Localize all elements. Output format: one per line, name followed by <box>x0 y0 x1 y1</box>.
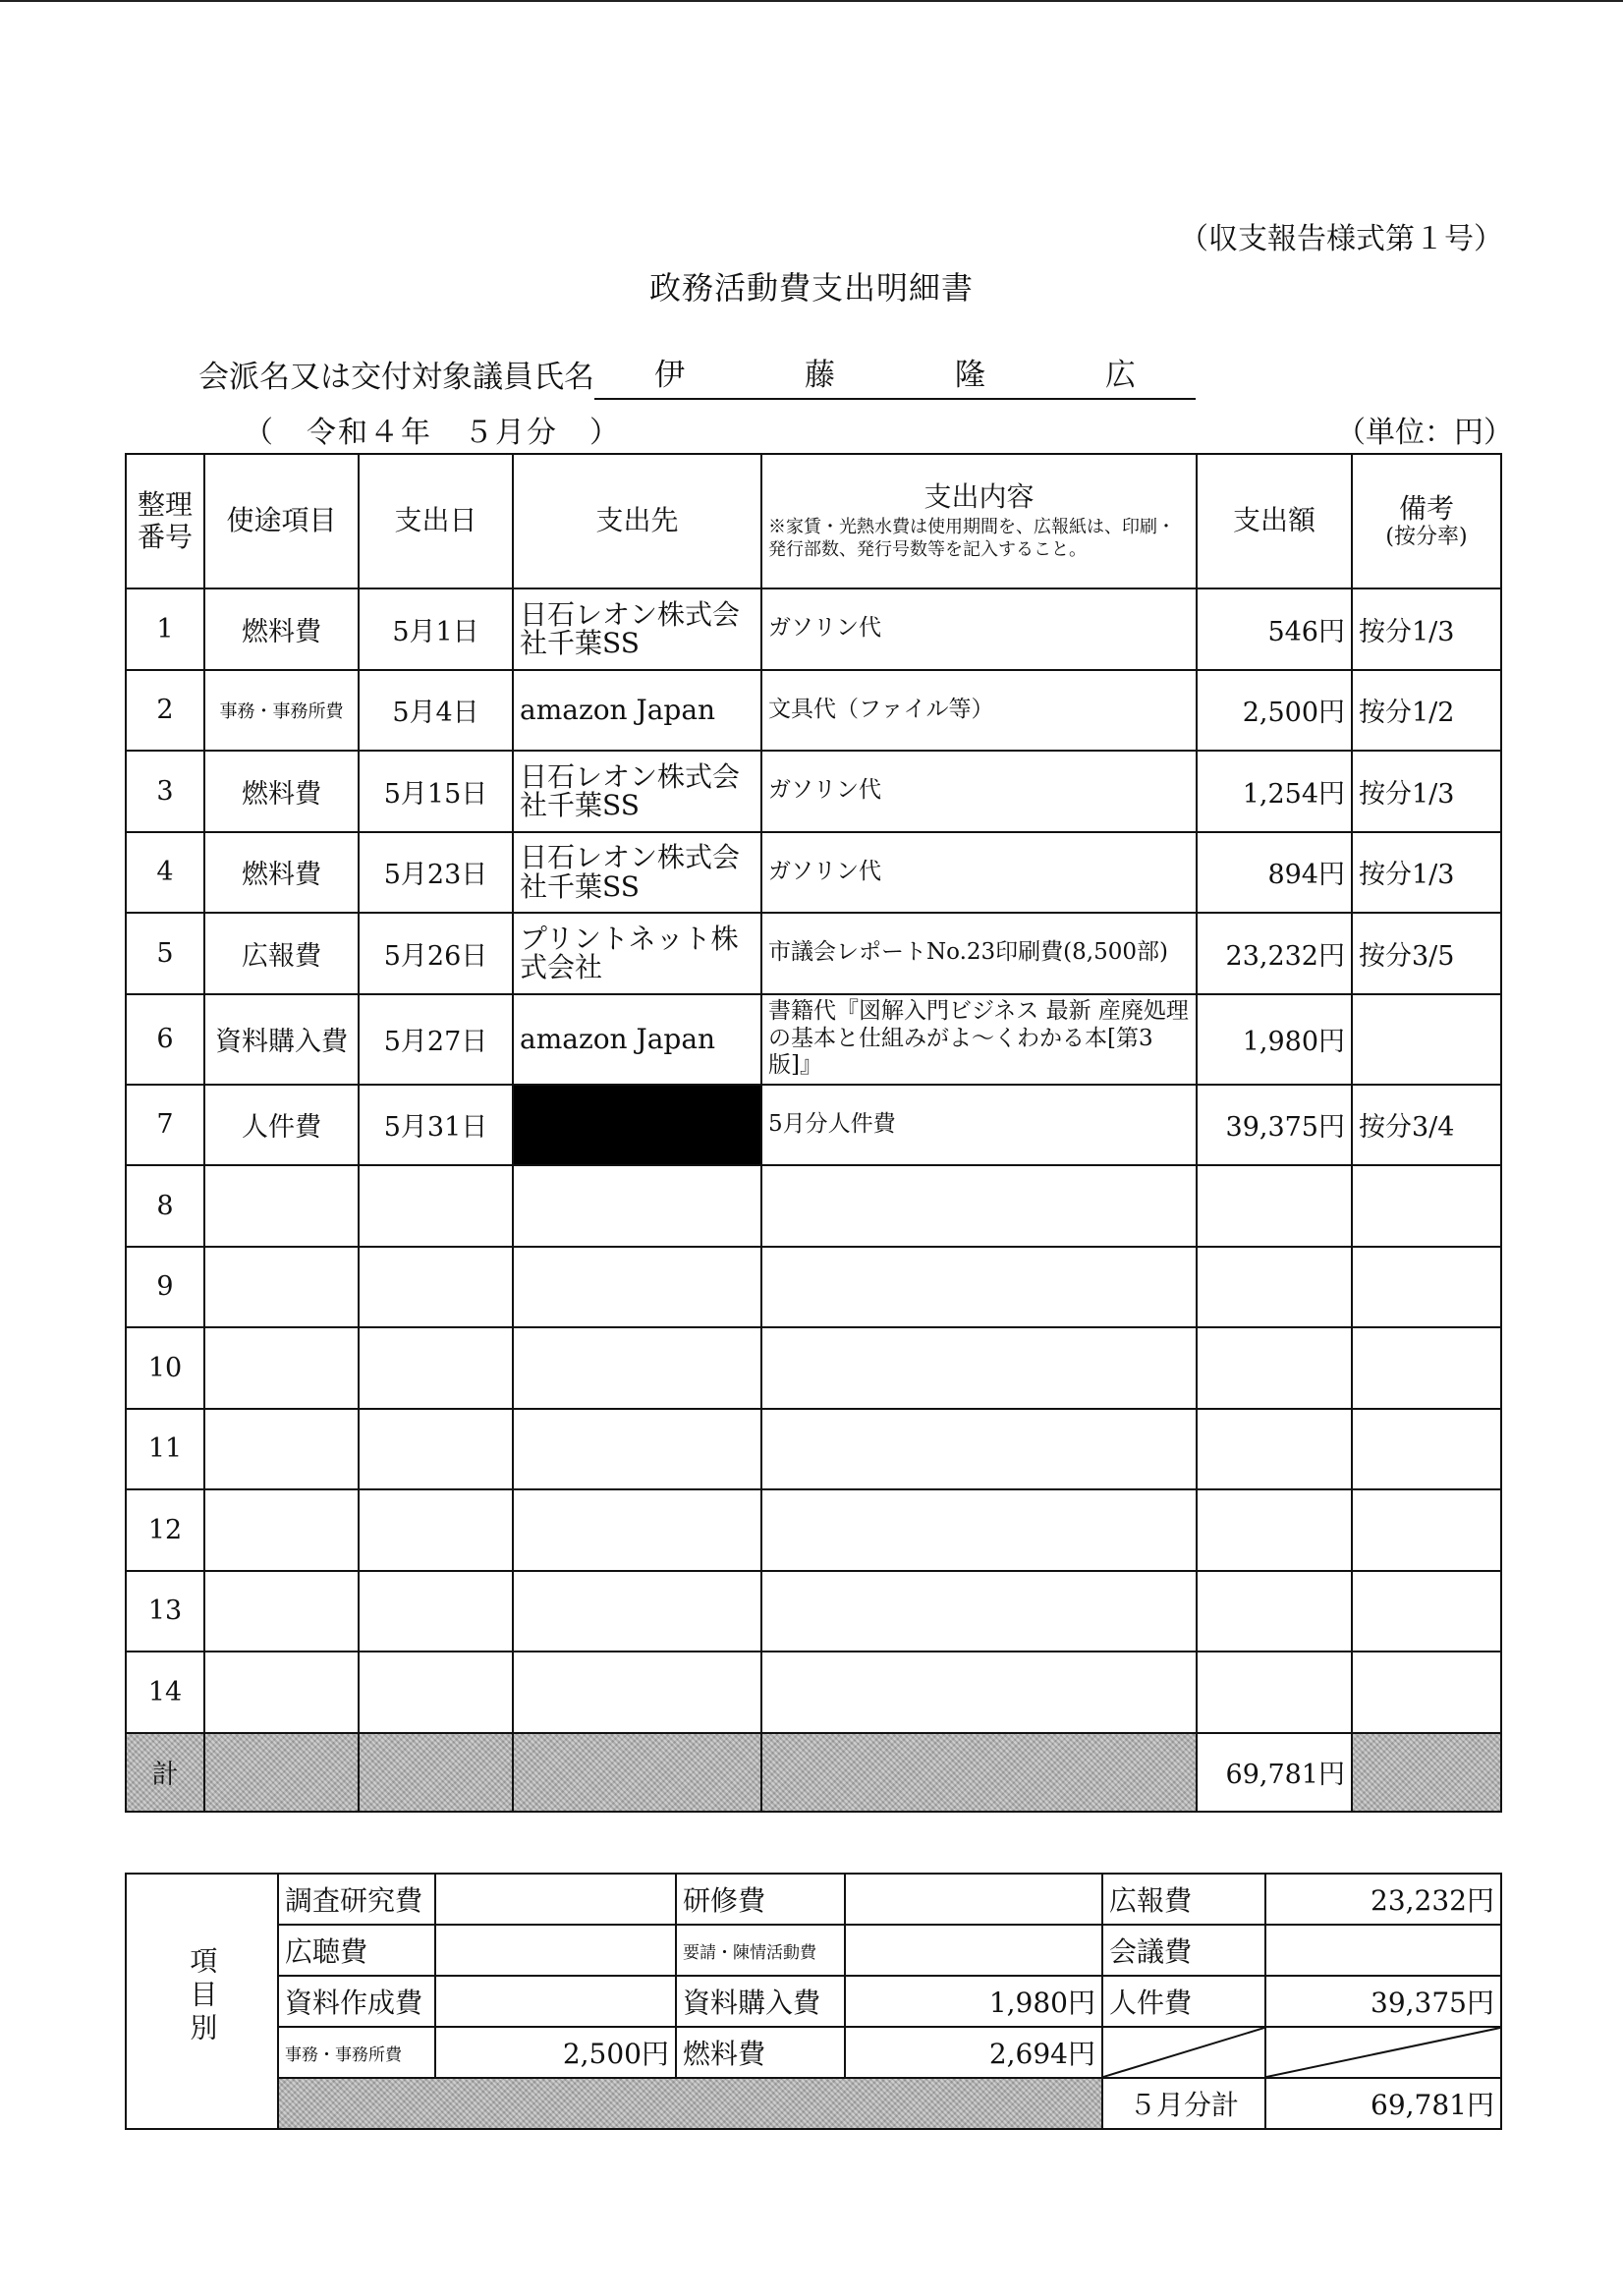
row-number: 10 <box>126 1327 204 1409</box>
row-category <box>204 1409 359 1490</box>
row-category: 広報費 <box>204 913 359 994</box>
row-remarks <box>1352 1327 1501 1409</box>
row-remarks <box>1352 1489 1501 1571</box>
row-payee <box>513 1247 761 1328</box>
row-category <box>204 1327 359 1409</box>
member-label: 会派名又は交付対象議員氏名 <box>198 360 594 395</box>
row-content: 5月分人件費 <box>761 1085 1197 1166</box>
row-content: ガソリン代 <box>761 588 1197 670</box>
row-payee: 日石レオン株式会社千葉SS <box>513 832 761 914</box>
table-row <box>126 670 1501 752</box>
diagonal-line <box>1266 2028 1500 2077</box>
month-total-value: 69,781円 <box>1265 2078 1501 2129</box>
row-category: 燃料費 <box>204 588 359 670</box>
row-number: 1 <box>126 588 204 670</box>
row-remarks <box>1352 1247 1501 1328</box>
col-header-remarks <box>1352 454 1501 588</box>
row-date <box>359 1489 513 1571</box>
row-category <box>204 1571 359 1652</box>
office-label: 事務・事務所費 <box>278 2027 435 2078</box>
table-row <box>126 751 1501 832</box>
row-number: 13 <box>126 1571 204 1652</box>
diagonal-line <box>1103 2028 1264 2077</box>
training-label: 研修費 <box>676 1874 845 1925</box>
pr-label: 広報費 <box>1102 1874 1265 1925</box>
row-payee <box>513 1571 761 1652</box>
row-amount: 1,980円 <box>1197 994 1352 1085</box>
summary-side-label <box>126 1874 278 2129</box>
row-number: 12 <box>126 1489 204 1571</box>
row-remarks: 按分1/3 <box>1352 588 1501 670</box>
row-content <box>761 1409 1197 1490</box>
fuel-label: 燃料費 <box>676 2027 845 2078</box>
shaded-cell <box>1352 1733 1501 1812</box>
row-number: 6 <box>126 994 204 1085</box>
form-number: （収支報告様式第１号） <box>1179 222 1503 256</box>
remarks-header-sub: (按分率) <box>1385 524 1468 549</box>
row-payee <box>513 1409 761 1490</box>
row-amount: 39,375円 <box>1197 1085 1352 1166</box>
row-remarks <box>1352 1165 1501 1247</box>
table-header-row <box>126 454 1501 588</box>
row-amount <box>1197 1652 1352 1733</box>
row-remarks <box>1352 994 1501 1085</box>
doc-creation-label: 資料作成費 <box>278 1976 435 2027</box>
personnel-label: 人件費 <box>1102 1976 1265 2027</box>
shaded-cell <box>761 1733 1197 1812</box>
total-label: 計 <box>126 1733 204 1812</box>
row-remarks <box>1352 1409 1501 1490</box>
col-header-payee: 支出先 <box>513 454 761 588</box>
row-remarks: 按分1/3 <box>1352 832 1501 914</box>
summary-row <box>126 2027 1501 2078</box>
row-number: 11 <box>126 1409 204 1490</box>
side-label-text: 項目別 <box>186 1946 219 2047</box>
row-payee: プリントネット株式会社 <box>513 913 761 994</box>
row-content <box>761 1489 1197 1571</box>
table-row <box>126 913 1501 994</box>
table-row <box>126 1652 1501 1733</box>
content-header-label: 支出内容 <box>923 479 1035 513</box>
pr-value: 23,232円 <box>1265 1874 1501 1925</box>
row-category <box>204 1652 359 1733</box>
row-number: 7 <box>126 1085 204 1166</box>
table-row <box>126 832 1501 914</box>
member-name-char: 藤 <box>805 358 835 393</box>
row-date: 5月31日 <box>359 1085 513 1166</box>
row-category: 資料購入費 <box>204 994 359 1085</box>
row-content <box>761 1571 1197 1652</box>
row-content <box>761 1165 1197 1247</box>
page-title: 政務活動費支出明細書 <box>648 269 974 307</box>
table-row <box>126 994 1501 1085</box>
row-remarks: 按分1/3 <box>1352 751 1501 832</box>
row-date: 5月23日 <box>359 832 513 914</box>
member-name-char: 広 <box>1105 358 1136 393</box>
row-number: 9 <box>126 1247 204 1328</box>
meeting-value <box>1265 1925 1501 1976</box>
row-payee <box>513 1085 761 1166</box>
col-header-no: 整理番号 <box>126 454 204 588</box>
summary-row <box>126 2078 1501 2129</box>
col-header-content <box>761 454 1197 588</box>
remarks-header-label: 備考 <box>1398 491 1454 525</box>
row-number: 2 <box>126 670 204 752</box>
shaded-cell <box>359 1733 513 1812</box>
unit-label: （単位：円） <box>1336 416 1513 450</box>
investigation-value <box>435 1874 676 1925</box>
diagonal-cell <box>1102 2027 1265 2078</box>
row-amount: 1,254円 <box>1197 751 1352 832</box>
row-number: 8 <box>126 1165 204 1247</box>
category-summary-table <box>125 1873 1502 2130</box>
row-date: 5月26日 <box>359 913 513 994</box>
member-name-char: 隆 <box>955 358 985 393</box>
row-number: 5 <box>126 913 204 994</box>
row-date: 5月1日 <box>359 588 513 670</box>
table-row <box>126 1165 1501 1247</box>
hearing-label: 広聴費 <box>278 1925 435 1976</box>
row-payee <box>513 1327 761 1409</box>
petition-label: 要請・陳情活動費 <box>676 1925 845 1976</box>
row-content: 文具代（ファイル等） <box>761 670 1197 752</box>
investigation-label: 調査研究費 <box>278 1874 435 1925</box>
summary-row <box>126 1976 1501 2027</box>
content-header-note: ※家賃・光熱水費は使用期間を、広報紙は、印刷・発行部数、発行号数等を記入すること。 <box>768 517 1175 560</box>
row-amount: 894円 <box>1197 832 1352 914</box>
col-header-category: 使途項目 <box>204 454 359 588</box>
shaded-cell <box>278 2078 1102 2129</box>
row-remarks <box>1352 1652 1501 1733</box>
row-category: 燃料費 <box>204 832 359 914</box>
row-payee <box>513 1165 761 1247</box>
summary-row <box>126 1925 1501 1976</box>
member-name <box>594 350 1196 400</box>
row-category: 人件費 <box>204 1085 359 1166</box>
row-content <box>761 1327 1197 1409</box>
row-date: 5月27日 <box>359 994 513 1085</box>
table-row <box>126 1085 1501 1166</box>
row-payee: amazon Japan <box>513 994 761 1085</box>
row-content: ガソリン代 <box>761 751 1197 832</box>
doc-purchase-label: 資料購入費 <box>676 1976 845 2027</box>
row-remarks: 按分3/4 <box>1352 1085 1501 1166</box>
top-border-line <box>0 0 1623 2</box>
row-date <box>359 1652 513 1733</box>
row-remarks: 按分3/5 <box>1352 913 1501 994</box>
row-category <box>204 1247 359 1328</box>
row-amount <box>1197 1571 1352 1652</box>
row-amount <box>1197 1247 1352 1328</box>
table-row <box>126 588 1501 670</box>
row-payee: 日石レオン株式会社千葉SS <box>513 751 761 832</box>
row-amount: 546円 <box>1197 588 1352 670</box>
table-row <box>126 1247 1501 1328</box>
expense-table <box>125 453 1502 1813</box>
row-category <box>204 1489 359 1571</box>
row-payee <box>513 1652 761 1733</box>
col-header-amount: 支出額 <box>1197 454 1352 588</box>
hearing-value <box>435 1925 676 1976</box>
row-date <box>359 1247 513 1328</box>
month-total-label: ５月分計 <box>1102 2078 1265 2129</box>
row-content: ガソリン代 <box>761 832 1197 914</box>
row-amount <box>1197 1409 1352 1490</box>
row-content <box>761 1247 1197 1328</box>
table-row <box>126 1571 1501 1652</box>
row-number: 14 <box>126 1652 204 1733</box>
total-row <box>126 1733 1501 1812</box>
meeting-label: 会議費 <box>1102 1925 1265 1976</box>
row-amount: 23,232円 <box>1197 913 1352 994</box>
office-value: 2,500円 <box>435 2027 676 2078</box>
row-date <box>359 1327 513 1409</box>
petition-value <box>845 1925 1102 1976</box>
row-content: 書籍代『図解入門ビジネス 最新 産廃処理の基本と仕組みがよ～くわかる本[第3版]』 <box>761 994 1197 1085</box>
row-number: 3 <box>126 751 204 832</box>
diagonal-cell <box>1265 2027 1501 2078</box>
row-date: 5月4日 <box>359 670 513 752</box>
doc-purchase-value: 1,980円 <box>845 1976 1102 2027</box>
table-row <box>126 1327 1501 1409</box>
col-header-date: 支出日 <box>359 454 513 588</box>
member-name-char: 伊 <box>654 358 685 393</box>
row-category: 事務・事務所費 <box>204 670 359 752</box>
row-date: 5月15日 <box>359 751 513 832</box>
row-content <box>761 1652 1197 1733</box>
total-amount: 69,781円 <box>1197 1733 1352 1812</box>
row-content: 市議会レポートNo.23印刷費(8,500部) <box>761 913 1197 994</box>
row-category <box>204 1165 359 1247</box>
row-amount: 2,500円 <box>1197 670 1352 752</box>
training-value <box>845 1874 1102 1925</box>
shaded-cell <box>204 1733 359 1812</box>
row-payee: amazon Japan <box>513 670 761 752</box>
row-date <box>359 1409 513 1490</box>
row-amount <box>1197 1327 1352 1409</box>
row-date <box>359 1571 513 1652</box>
table-row <box>126 1489 1501 1571</box>
row-remarks: 按分1/2 <box>1352 670 1501 752</box>
table-row <box>126 1409 1501 1490</box>
row-date <box>359 1165 513 1247</box>
row-number: 4 <box>126 832 204 914</box>
row-category: 燃料費 <box>204 751 359 832</box>
personnel-value: 39,375円 <box>1265 1976 1501 2027</box>
fuel-value: 2,694円 <box>845 2027 1102 2078</box>
row-payee: 日石レオン株式会社千葉SS <box>513 588 761 670</box>
period: （ 令和４年 ５月分 ） <box>244 416 621 450</box>
doc-creation-value <box>435 1976 676 2027</box>
row-amount <box>1197 1165 1352 1247</box>
summary-row <box>126 1874 1501 1925</box>
shaded-cell <box>513 1733 761 1812</box>
row-payee <box>513 1489 761 1571</box>
row-remarks <box>1352 1571 1501 1652</box>
row-amount <box>1197 1489 1352 1571</box>
